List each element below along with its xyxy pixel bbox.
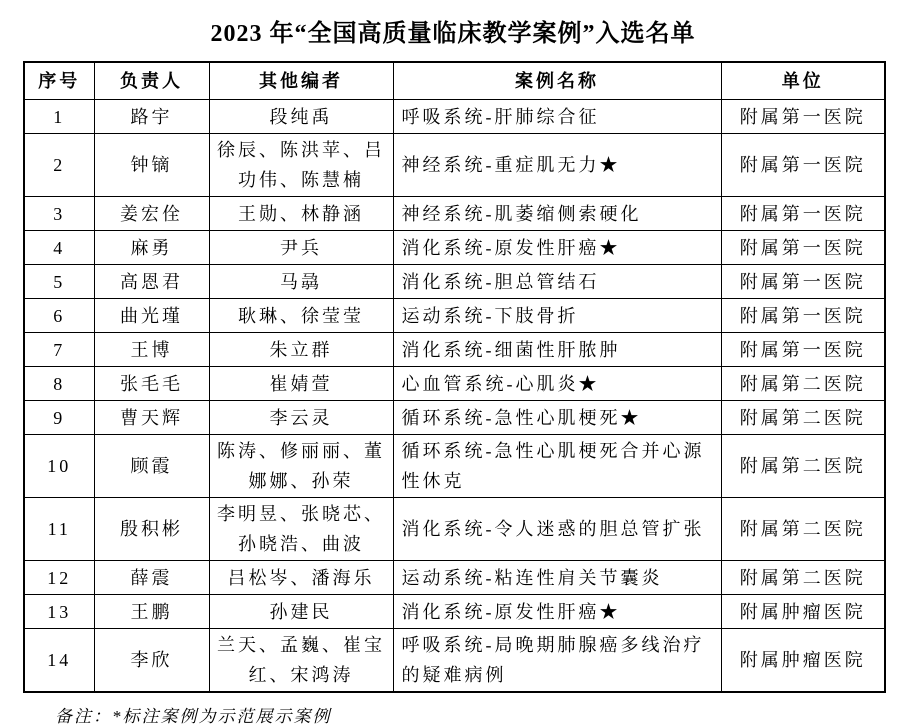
- editors-cell: 徐辰、陈洪苹、吕功伟、陈慧楠: [209, 134, 393, 197]
- lead-name-cell: 王博: [94, 333, 209, 367]
- table-row: [24, 629, 885, 693]
- unit-cell: 附属第一医院: [721, 100, 885, 134]
- case-name-cell: 消化系统-胆总管结石: [393, 265, 721, 299]
- lead-name-cell: 李欣: [94, 629, 209, 693]
- unit-cell: 附属第二医院: [721, 498, 885, 561]
- table-row: [24, 100, 885, 134]
- editors-cell: 孙建民: [209, 595, 393, 629]
- page-title: 2023 年“全国高质量临床教学案例”入选名单: [210, 21, 696, 47]
- table-row: [24, 197, 885, 231]
- table-row: [24, 299, 885, 333]
- row-number-cell: 7: [24, 333, 94, 367]
- lead-name-cell: 路宇: [94, 100, 209, 134]
- table-row: [24, 498, 885, 561]
- editors-cell: 王勋、林静涵: [209, 197, 393, 231]
- row-number-cell: 14: [24, 629, 94, 693]
- header-lead: 负责人: [94, 62, 209, 100]
- case-name-cell: 循环系统-急性心肌梗死合并心源性休克: [393, 435, 721, 498]
- unit-cell: 附属第二医院: [721, 561, 885, 595]
- table-row: [24, 435, 885, 498]
- header-editors: 其他编者: [209, 62, 393, 100]
- row-number-cell: 9: [24, 401, 94, 435]
- footnote: 备注：*标注案例为示范展示案例: [55, 707, 332, 726]
- header-case: 案例名称: [393, 62, 721, 100]
- row-number-cell: 4: [24, 231, 94, 265]
- editors-cell: 陈涛、修丽丽、董娜娜、孙荣: [209, 435, 393, 498]
- unit-cell: 附属第一医院: [721, 265, 885, 299]
- lead-name-cell: 薛震: [94, 561, 209, 595]
- table-row: [24, 333, 885, 367]
- table-row: [24, 134, 885, 197]
- case-name-cell: 呼吸系统-肝肺综合征: [393, 100, 721, 134]
- editors-cell: 朱立群: [209, 333, 393, 367]
- editors-cell: 马骉: [209, 265, 393, 299]
- cases-table: [23, 61, 886, 693]
- case-name-cell: 循环系统-急性心肌梗死★: [393, 401, 721, 435]
- row-number-cell: 6: [24, 299, 94, 333]
- editors-cell: 段纯禹: [209, 100, 393, 134]
- lead-name-cell: 钟镝: [94, 134, 209, 197]
- editors-cell: 李云灵: [209, 401, 393, 435]
- unit-cell: 附属肿瘤医院: [721, 595, 885, 629]
- unit-cell: 附属第二医院: [721, 367, 885, 401]
- editors-cell: 尹兵: [209, 231, 393, 265]
- lead-name-cell: 曲光瑾: [94, 299, 209, 333]
- unit-cell: 附属第一医院: [721, 299, 885, 333]
- lead-name-cell: 殷积彬: [94, 498, 209, 561]
- case-name-cell: 心血管系统-心肌炎★: [393, 367, 721, 401]
- unit-cell: 附属第一医院: [721, 134, 885, 197]
- row-number-cell: 13: [24, 595, 94, 629]
- lead-name-cell: 王鹏: [94, 595, 209, 629]
- table-row: [24, 401, 885, 435]
- row-number-cell: 3: [24, 197, 94, 231]
- unit-cell: 附属第一医院: [721, 333, 885, 367]
- row-number-cell: 11: [24, 498, 94, 561]
- case-name-cell: 神经系统-肌萎缩侧索硬化: [393, 197, 721, 231]
- case-name-cell: 消化系统-原发性肝癌★: [393, 595, 721, 629]
- case-name-cell: 消化系统-原发性肝癌★: [393, 231, 721, 265]
- row-number-cell: 5: [24, 265, 94, 299]
- lead-name-cell: 曹天辉: [94, 401, 209, 435]
- editors-cell: 吕松岑、潘海乐: [209, 561, 393, 595]
- row-number-cell: 8: [24, 367, 94, 401]
- unit-cell: 附属第二医院: [721, 435, 885, 498]
- lead-name-cell: 顾霞: [94, 435, 209, 498]
- table-row: [24, 231, 885, 265]
- row-number-cell: 12: [24, 561, 94, 595]
- table-header-row: [24, 62, 885, 100]
- lead-name-cell: 麻勇: [94, 231, 209, 265]
- table-row: [24, 367, 885, 401]
- unit-cell: 附属肿瘤医院: [721, 629, 885, 693]
- editors-cell: 李明昱、张晓芯、孙晓浩、曲波: [209, 498, 393, 561]
- case-name-cell: 运动系统-下肢骨折: [393, 299, 721, 333]
- row-number-cell: 1: [24, 100, 94, 134]
- lead-name-cell: 高恩君: [94, 265, 209, 299]
- case-name-cell: 神经系统-重症肌无力★: [393, 134, 721, 197]
- header-unit: 单位: [721, 62, 885, 100]
- case-name-cell: 运动系统-粘连性肩关节囊炎: [393, 561, 721, 595]
- header-number: 序号: [24, 62, 94, 100]
- editors-cell: 耿琳、徐莹莹: [209, 299, 393, 333]
- editors-cell: 兰天、孟巍、崔宝红、宋鸿涛: [209, 629, 393, 693]
- unit-cell: 附属第二医院: [721, 401, 885, 435]
- case-name-cell: 消化系统-细菌性肝脓肿: [393, 333, 721, 367]
- row-number-cell: 10: [24, 435, 94, 498]
- lead-name-cell: 张毛毛: [94, 367, 209, 401]
- unit-cell: 附属第一医院: [721, 231, 885, 265]
- lead-name-cell: 姜宏佺: [94, 197, 209, 231]
- table-row: [24, 595, 885, 629]
- editors-cell: 崔婧萱: [209, 367, 393, 401]
- unit-cell: 附属第一医院: [721, 197, 885, 231]
- row-number-cell: 2: [24, 134, 94, 197]
- case-name-cell: 消化系统-令人迷惑的胆总管扩张: [393, 498, 721, 561]
- table-row: [24, 561, 885, 595]
- table-row: [24, 265, 885, 299]
- case-name-cell: 呼吸系统-局晚期肺腺癌多线治疗的疑难病例: [393, 629, 721, 693]
